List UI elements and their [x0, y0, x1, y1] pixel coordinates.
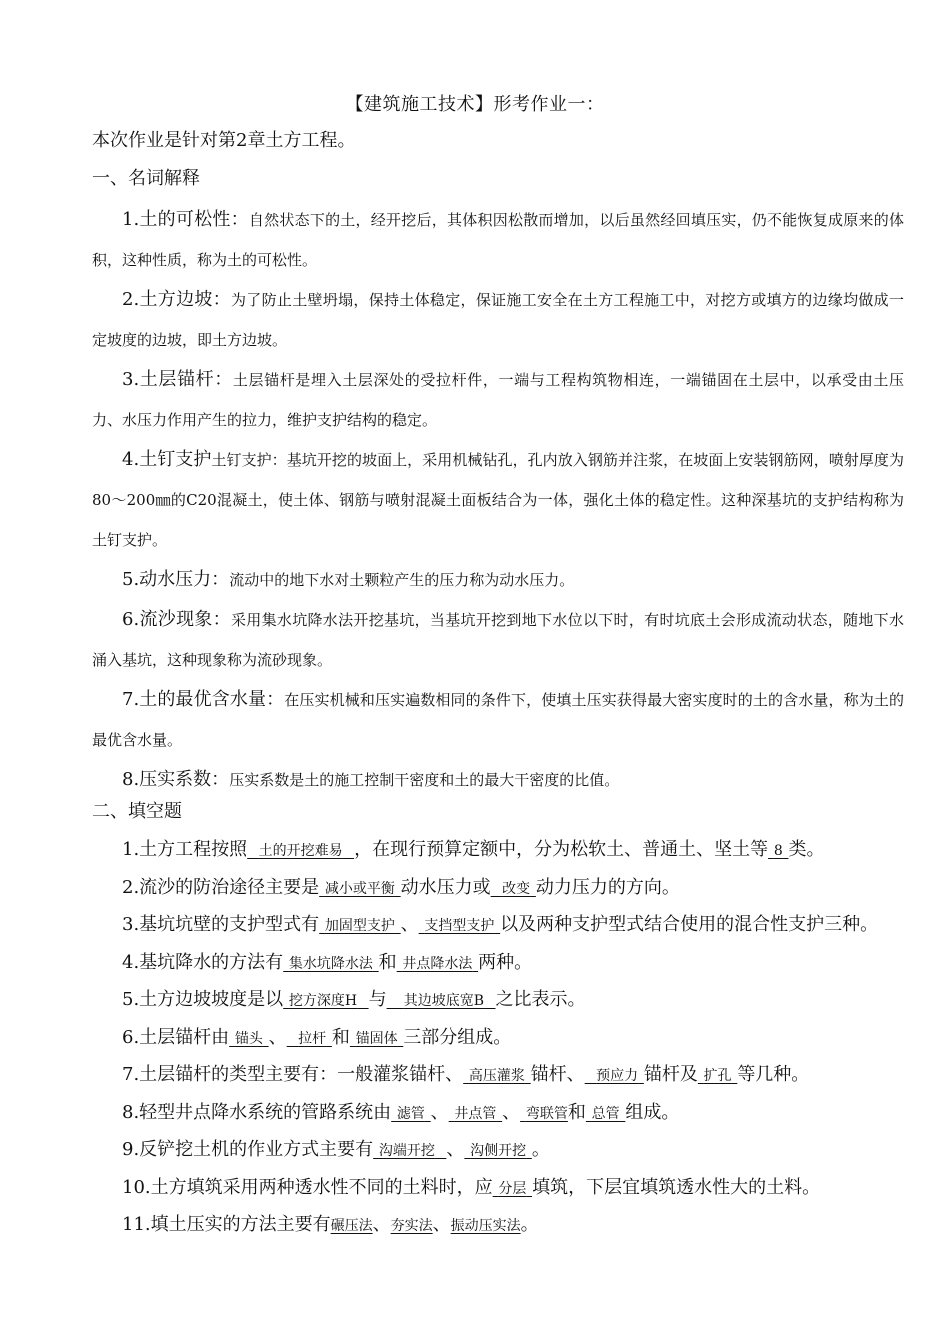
answer-blank: 总管 [591, 1105, 620, 1122]
answer-blank: 分层 [498, 1180, 527, 1197]
answer-blank: 支挡型支护 [424, 918, 495, 934]
question-text: 8.轻型井点降水系统的管路系统由 [122, 1101, 392, 1123]
question-text: 动力压力的方向。 [535, 876, 680, 898]
definition-text: 在压实机械和压实遍数相同的条件下，使填土压实获得最大密实度时的土的含水量，称为土的最优含水量。 [92, 691, 904, 749]
answer-blank: 减小或平衡 [324, 880, 395, 897]
question-text: 锚杆及 [643, 1064, 698, 1085]
answer-blank: 锚固体 [355, 1030, 398, 1047]
definition-item [92, 360, 904, 440]
question-text: 、 [502, 1101, 521, 1123]
answer-blank: 8 [773, 843, 783, 859]
answer-blank: 沟端开挖 [378, 1143, 435, 1159]
answer-blank: 滤管 [396, 1105, 425, 1122]
question-text: 5.土方边坡坡度是以 [122, 989, 284, 1010]
definition-text: 流动中的地下水对土颗粒产生的压力称为动水压力。 [229, 571, 575, 589]
question-text: 、 [432, 1214, 451, 1235]
question-text: 、 [446, 1139, 465, 1160]
question-text: 等几种。 [737, 1064, 810, 1085]
definition-item [92, 280, 904, 360]
answer-blank: 扩孔 [703, 1068, 732, 1084]
definition-term: 4.土钉支护 [122, 449, 212, 470]
question-text: 3.基坑坑壁的支护型式有 [122, 914, 320, 935]
fill-item [92, 1170, 904, 1208]
question-text: 7.土层锚杆的类型主要有：一般灌浆锚杆、 [122, 1064, 464, 1085]
answer-blank: 夯实法 [390, 1218, 433, 1234]
answer-blank: 井点降水法 [402, 955, 473, 972]
question-text: 4.基坑降水的方法有 [122, 951, 284, 973]
answer-blank: 加固型支护 [324, 918, 395, 934]
question-text: 、 [372, 1214, 391, 1235]
definition-term: 6.流沙现象： [122, 609, 231, 630]
definition-item [92, 560, 904, 600]
fill-item [92, 870, 904, 908]
question-text: 组成。 [625, 1101, 680, 1123]
question-text: 和 [331, 1026, 350, 1048]
question-text: 以及两种支护型式结合使用的混合性支护三种。 [500, 914, 879, 935]
answer-blank: 预应力 [596, 1068, 639, 1084]
question-text: 10.土方填筑采用两种透水性不同的土料时，应 [122, 1176, 493, 1198]
question-text: 6.土层锚杆由 [122, 1026, 230, 1048]
answer-blank: 改变 [502, 880, 531, 897]
answer-blank: 弯联管 [525, 1105, 568, 1122]
question-text: 。 [531, 1139, 550, 1160]
section-heading-fill-in: 二、填空题 [92, 801, 182, 822]
answer-blank: 井点管 [454, 1105, 497, 1122]
fill-item [92, 945, 904, 983]
definition-item [92, 760, 904, 800]
answer-blank: 沟侧开挖 [470, 1143, 527, 1159]
question-text: 。 [520, 1214, 539, 1235]
definition-item [92, 440, 904, 560]
document-title: 【建筑施工技术】形考作业一： [345, 94, 605, 115]
question-text: 2.流沙的防治途径主要是 [122, 876, 320, 898]
definition-term: 7.土的最优含水量： [122, 689, 285, 710]
question-text: 11.填土压实的方法主要有 [122, 1214, 331, 1235]
question-text: 之比表示。 [495, 989, 586, 1010]
answer-blank: 其边坡底宽B [403, 993, 485, 1009]
definition-text: 土层锚杆是埋入土层深处的受拉杆件，一端与工程构筑物相连，一端锚固在土层中，以承受由土压力、水压力作用产生的拉力，维护支护结构的稳定。 [92, 371, 904, 429]
definition-text: 土钉支护：基坑开挖的坡面上，采用机械钻孔，孔内放入钢筋并注浆，在坡面上安装钢筋网，喷射厚度为80～200㎜的C20混凝土，使土体、钢筋与喷射混凝土面板结合为一体，强化土体的稳定性。这种深基坑的支护结构称为土钉支护。 [92, 451, 904, 549]
fill-item [92, 1132, 904, 1170]
definition-text: 自然状态下的土，经开挖后，其体积因松散而增加，以后虽然经回填压实，仍不能恢复成原来的体积，这种性质，称为土的可松性。 [92, 211, 904, 269]
definition-term: 3.土层锚杆： [122, 369, 233, 390]
definition-term: 2.土方边坡： [122, 289, 231, 310]
question-text: 9.反铲挖土机的作业方式主要有 [122, 1139, 374, 1160]
fill-item [92, 1095, 904, 1133]
definition-term: 1.土的可松性： [122, 209, 249, 230]
answer-blank: 碾压法 [330, 1218, 373, 1234]
question-text: 三部分组成。 [403, 1026, 512, 1048]
question-text: 填筑，下层宜填筑透水性大的土料。 [532, 1176, 821, 1198]
answer-blank: 集水坑降水法 [288, 955, 373, 972]
answer-blank: 挖方深度H [288, 993, 358, 1009]
question-text: 、 [400, 914, 419, 935]
answer-blank: 高压灌浆 [468, 1068, 525, 1084]
answer-blank: 拉杆 [298, 1030, 327, 1047]
definition-item [92, 200, 904, 280]
question-text: 、 [268, 1026, 287, 1048]
definition-term: 5.动水压力： [122, 569, 230, 590]
answer-blank: 锚头 [234, 1030, 263, 1047]
question-text: 和 [567, 1101, 586, 1123]
definition-term: 8.压实系数： [122, 769, 230, 790]
definition-text: 采用集水坑降水法开挖基坑，当基坑开挖到地下水位以下时，有时坑底土会形成流动状态，随地下水涌入基坑，这种现象称为流砂现象。 [92, 611, 904, 669]
section-heading-definitions: 一、名词解释 [92, 168, 200, 189]
fill-item [92, 1020, 904, 1058]
question-text: 类。 [788, 839, 825, 860]
definitions-list [92, 200, 904, 800]
question-text: 动水压力或 [400, 876, 491, 898]
fill-item [92, 1057, 904, 1095]
fill-item [92, 832, 904, 870]
fill-item [92, 907, 904, 945]
fill-in-list [92, 832, 904, 1245]
question-text: 锚杆、 [530, 1064, 585, 1085]
intro-line: 本次作业是针对第2章土方工程。 [92, 130, 356, 151]
definition-item [92, 600, 904, 680]
definition-item [92, 680, 904, 760]
question-text: 1.土方工程按照 [122, 839, 248, 860]
fill-item [92, 982, 904, 1020]
question-text: 和 [378, 951, 397, 973]
question-text: 两种。 [478, 951, 533, 973]
question-text: ，在现行预算定额中，分为松软土、普通土、坚土等 [354, 839, 769, 860]
answer-blank: 振动压实法 [450, 1218, 521, 1234]
definition-text: 压实系数是土的施工控制干密度和土的最大干密度的比值。 [229, 771, 620, 789]
question-text: 、 [430, 1101, 449, 1123]
answer-blank: 土的开挖难易 [258, 843, 343, 859]
fill-item [92, 1207, 904, 1245]
question-text: 与 [368, 989, 387, 1010]
definition-text: 为了防止土壁坍塌，保持土体稳定，保证施工安全在土方工程施工中，对挖方或填方的边缘均做成一定坡度的边坡，即土方边坡。 [92, 291, 904, 349]
